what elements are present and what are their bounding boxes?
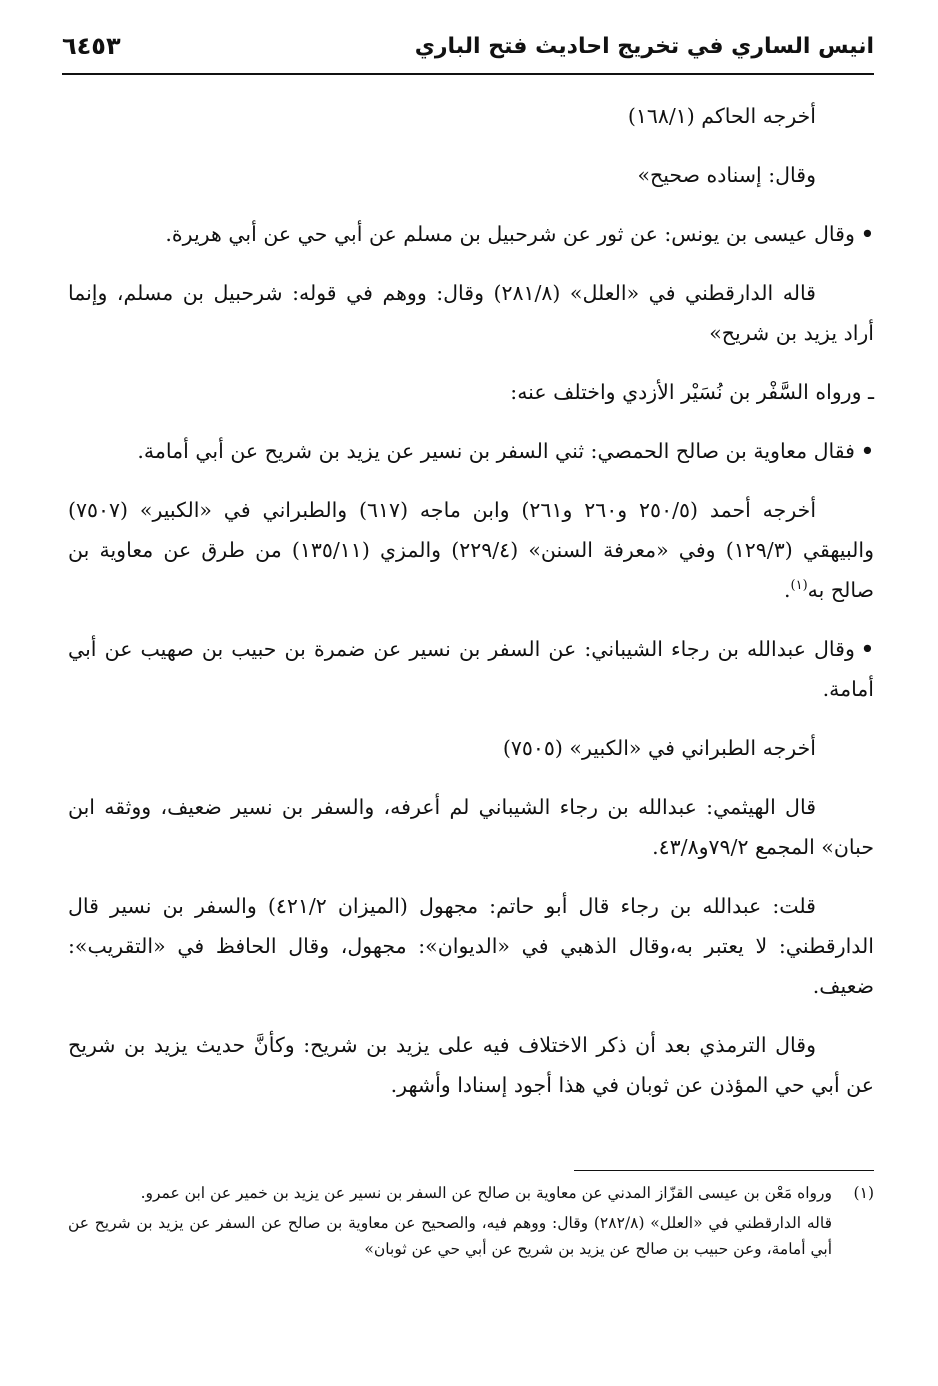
footnote-continuation: قاله الدارقطني في «العلل» (٢٨٢/٨) وقال: ووهم فيه، والصحيح عن معاوية بن صالح عن السفر عن يزيد بن شريح عن أبي أمامة، وعن حبيب بن صالح عن يزيد بن شريح عن أبي حي عن ثوبان» — [68, 1214, 832, 1258]
main-text — [68, 96, 874, 1124]
bullet-icon: • — [860, 439, 874, 463]
paragraph: أخرجه أحمد (٢٥٠/٥ و٢٦٠ و٢٦١) وابن ماجه (٦١٧) والطبراني في «الكبير» (٧٥٠٧) والبيهقي (١٢٩/٣) وفي «معرفة السنن» (٢٢٩/٤) والمزي (١٣٥/١١) من طرق عن معاوية بن صالح به$^{(١)}$. — [68, 498, 874, 602]
running-title: انيس الساري في تخريج احاديث فتح الباري — [414, 34, 874, 59]
footnote-divider — [574, 1170, 874, 1171]
paragraph: قال الهيثمي: عبدالله بن رجاء الشيباني لم أعرفه، والسفر بن نسير ضعيف، ووثقه ابن حبان» المجمع ٧٩/٢و٤٣/٨. — [68, 795, 874, 859]
header-divider — [62, 73, 874, 75]
footnote-number: (١) — [853, 1184, 874, 1202]
page-number: ٦٤٥٣ — [62, 32, 121, 60]
bullet-icon: • — [860, 222, 874, 246]
bullet-paragraph: •فقال معاوية بن صالح الحمصي: ثني السفر بن نسير عن يزيد بن شريح عن أبي أمامة. — [137, 439, 874, 463]
paragraph: وقال: إسناده صحيح» — [637, 163, 816, 187]
dash-paragraph: ـ ورواه السَّفْر بن نُسَيْر الأزدي واختلف عنه: — [510, 380, 874, 404]
paragraph: أخرجه الحاكم (١٦٨/١) — [627, 104, 816, 128]
bullet-icon: • — [860, 637, 874, 661]
running-header — [62, 30, 874, 74]
bullet-paragraph: •وقال عبدالله بن رجاء الشيباني: عن السفر بن نسير عن ضمرة بن حبيب بن صهيب عن أبي أمامة. — [68, 637, 874, 701]
footnotes — [68, 1180, 874, 1262]
paragraph: وقال الترمذي بعد أن ذكر الاختلاف فيه على يزيد بن شريح: وكأنَّ حديث يزيد بن شريح عن أبي حي المؤذن عن ثوبان في هذا أجود إسنادا وأشهر. — [68, 1033, 874, 1097]
bullet-paragraph: •وقال عيسى بن يونس: عن ثور عن شرحبيل بن مسلم عن أبي حي عن أبي هريرة. — [165, 222, 874, 246]
footnote — [68, 1180, 874, 1206]
footnote-text: ورواه مَعْن بن عيسى القزّاز المدني عن معاوية بن صالح عن السفر بن نسير عن يزيد بن خمير عن ابن عمرو. — [140, 1184, 832, 1202]
paragraph: قاله الدارقطني في «العلل» (٢٨١/٨) وقال: ووهم في قوله: شرحبيل بن مسلم، وإنما أراد يزيد بن شريح» — [68, 281, 874, 345]
paragraph: أخرجه الطبراني في «الكبير» (٧٥٠٥) — [502, 736, 816, 760]
footnote-reference[interactable]: (١) — [790, 578, 808, 594]
paragraph: قلت: عبدالله بن رجاء قال أبو حاتم: مجهول (الميزان ٤٢١/٢) والسفر بن نسير قال الدارقطني: لا يعتبر به،وقال الذهبي في «الديوان»: مجهول، وقال الحافظ في «التقريب»: ضعيف. — [68, 894, 874, 998]
